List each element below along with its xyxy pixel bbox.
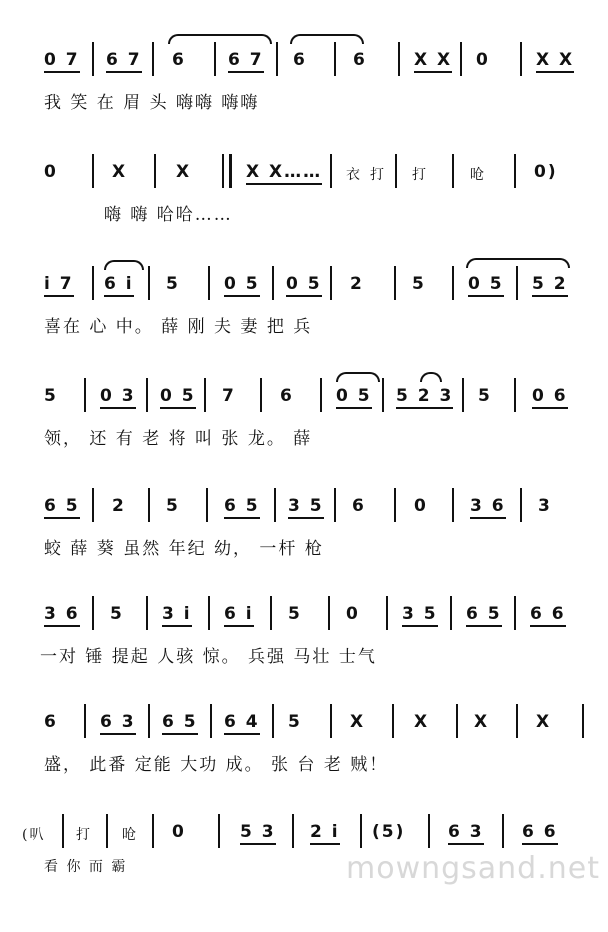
barline (92, 488, 94, 522)
note: X X (536, 50, 574, 73)
note: 6 7 (106, 50, 142, 73)
note: 6 (172, 50, 186, 70)
note: 2 (112, 496, 126, 516)
note: 5 (288, 712, 302, 732)
lyric-text: 盛， 此番 定能 大功 成。 张 台 老 贼！ (44, 755, 389, 775)
note: 6 (280, 386, 294, 406)
barline (328, 596, 330, 630)
staff-row (0, 712, 608, 822)
barline (462, 378, 464, 412)
barline (152, 42, 154, 76)
note: 0 7 (44, 50, 80, 73)
notes-line (0, 386, 608, 414)
barline (92, 42, 94, 76)
note: 6 i (224, 604, 254, 627)
note: 6 3 (100, 712, 136, 735)
barline (452, 266, 454, 300)
note: 0) (534, 162, 558, 182)
barline (84, 704, 86, 738)
lyrics-line (0, 88, 608, 114)
barline (92, 596, 94, 630)
note: 0 (172, 822, 186, 842)
barline (148, 266, 150, 300)
barline (146, 378, 148, 412)
barline (382, 378, 384, 412)
staff-row (0, 386, 608, 496)
notes-line (0, 50, 608, 78)
note: 5 (478, 386, 492, 406)
notes-line (0, 604, 608, 632)
note: 2 i (310, 822, 340, 845)
lyrics-line (0, 750, 608, 776)
note: X X (414, 50, 452, 73)
lyric-text: 一对 锤 提起 人骇 惊。 兵强 马壮 士气 (40, 647, 377, 667)
barline (398, 42, 400, 76)
lyrics-line (0, 200, 608, 226)
note: 3 i (162, 604, 192, 627)
percussion-text: 打 (370, 167, 386, 183)
barline (148, 704, 150, 738)
slur (466, 258, 570, 268)
barline (460, 42, 462, 76)
note: 6 (293, 50, 307, 70)
lyric-text: 嗨 嗨 哈哈…… (104, 205, 233, 225)
staff-row (0, 162, 608, 272)
note: i 7 (44, 274, 74, 297)
barline (520, 488, 522, 522)
barline (334, 488, 336, 522)
barline (514, 378, 516, 412)
note: 6 5 (44, 496, 80, 519)
notes-line (0, 274, 608, 302)
note: 0 (44, 162, 58, 182)
note: 6 i (104, 274, 134, 297)
barline (330, 704, 332, 738)
barline (92, 266, 94, 300)
staff-row (0, 604, 608, 714)
note: 5 2 3 (396, 386, 453, 409)
barline (204, 378, 206, 412)
lyrics-line (0, 312, 608, 338)
staff-row (0, 50, 608, 160)
barline (452, 488, 454, 522)
lyrics-line (0, 642, 608, 668)
note: 6 (352, 496, 366, 516)
note: 0 (346, 604, 360, 624)
note: 3 (538, 496, 552, 516)
note: 5 3 (240, 822, 276, 845)
barline (360, 814, 362, 848)
barline (428, 814, 430, 848)
watermark: mowngsand.net (345, 851, 600, 886)
barline (516, 704, 518, 738)
barline (582, 704, 584, 738)
note: X (112, 162, 128, 182)
note: 3 6 (470, 496, 506, 519)
lyric-text: 蛟 薛 葵 虽然 年纪 幼， 一杆 枪 (44, 539, 324, 559)
note: 0 (414, 496, 428, 516)
note: 0 6 (532, 386, 568, 409)
barline (276, 42, 278, 76)
percussion-text: 打 (412, 167, 428, 183)
barline (260, 378, 262, 412)
barline (386, 596, 388, 630)
note: 6 (353, 50, 367, 70)
barline (210, 704, 212, 738)
note: X (474, 712, 490, 732)
note: 5 (110, 604, 124, 624)
barline (514, 154, 516, 188)
note: X (414, 712, 430, 732)
percussion-text: 打 (76, 827, 92, 843)
note: X (176, 162, 192, 182)
barline (392, 704, 394, 738)
barline (394, 488, 396, 522)
lyric-text: 看 你 而 霸 (44, 859, 128, 875)
note: 3 6 (44, 604, 80, 627)
barline (272, 266, 274, 300)
lyrics-line (0, 534, 608, 560)
barline (514, 596, 516, 630)
note: 0 5 (224, 274, 260, 297)
staff-row (0, 274, 608, 384)
note: 6 6 (530, 604, 566, 627)
barline (62, 814, 64, 848)
notes-line (0, 496, 608, 524)
note: 7 (222, 386, 236, 406)
barline (270, 596, 272, 630)
note: 0 5 (468, 274, 504, 297)
note: 6 3 (448, 822, 484, 845)
slur (336, 372, 380, 382)
note: 5 2 (532, 274, 568, 297)
note: 5 (44, 386, 58, 406)
barline (395, 154, 397, 188)
barline (208, 596, 210, 630)
barline (206, 488, 208, 522)
barline (330, 266, 332, 300)
notes-line (0, 712, 608, 740)
repeat-barline (222, 154, 232, 188)
percussion-text: 呛 (470, 167, 486, 183)
lyric-text: 领， 还 有 老 将 叫 张 龙。 薛 (44, 429, 313, 449)
slur (168, 34, 272, 44)
barline (330, 154, 332, 188)
barline (320, 378, 322, 412)
percussion-text: 呛 (122, 827, 138, 843)
slur (104, 260, 144, 270)
barline (152, 814, 154, 848)
lyric-text: 喜在 心 中。 薛 刚 夫 妻 把 兵 (44, 317, 313, 337)
note: 6 (44, 712, 58, 732)
note: 0 3 (100, 386, 136, 409)
note: 0 5 (160, 386, 196, 409)
note: 6 7 (228, 50, 264, 73)
note: 6 5 (224, 496, 260, 519)
barline (334, 42, 336, 76)
barline (218, 814, 220, 848)
note: 2 (350, 274, 364, 294)
note: 5 (166, 496, 180, 516)
barline (450, 596, 452, 630)
note: X X…… (246, 162, 322, 185)
lyric-text: 我 笑 在 眉 头 嗨嗨 嗨嗨 (44, 93, 260, 113)
barline (394, 266, 396, 300)
note: 0 (476, 50, 490, 70)
note: 3 5 (288, 496, 324, 519)
notes-line (0, 162, 608, 190)
note: 5 (166, 274, 180, 294)
barline (456, 704, 458, 738)
note: 6 4 (224, 712, 260, 735)
note: 6 5 (466, 604, 502, 627)
barline (84, 378, 86, 412)
staff-row (0, 496, 608, 606)
note: 0 5 (336, 386, 372, 409)
barline (146, 596, 148, 630)
lyrics-line (0, 424, 608, 450)
barline (272, 704, 274, 738)
note: 0 5 (286, 274, 322, 297)
note: 5 (288, 604, 302, 624)
note: 3 5 (402, 604, 438, 627)
barline (452, 154, 454, 188)
barline (208, 266, 210, 300)
barline (148, 488, 150, 522)
barline (516, 266, 518, 300)
barline (274, 488, 276, 522)
note: 6 5 (162, 712, 198, 735)
percussion-text: (叭 (22, 827, 46, 843)
barline (106, 814, 108, 848)
barline (154, 154, 156, 188)
note: X (350, 712, 366, 732)
barline (292, 814, 294, 848)
notes-line (0, 822, 608, 850)
note: X (536, 712, 552, 732)
barline (92, 154, 94, 188)
barline (214, 42, 216, 76)
percussion-text: 衣 (346, 167, 362, 183)
note: 6 6 (522, 822, 558, 845)
slur (290, 34, 364, 44)
barline (502, 814, 504, 848)
note: 5 (412, 274, 426, 294)
barline (520, 42, 522, 76)
note: (5) (372, 822, 406, 842)
